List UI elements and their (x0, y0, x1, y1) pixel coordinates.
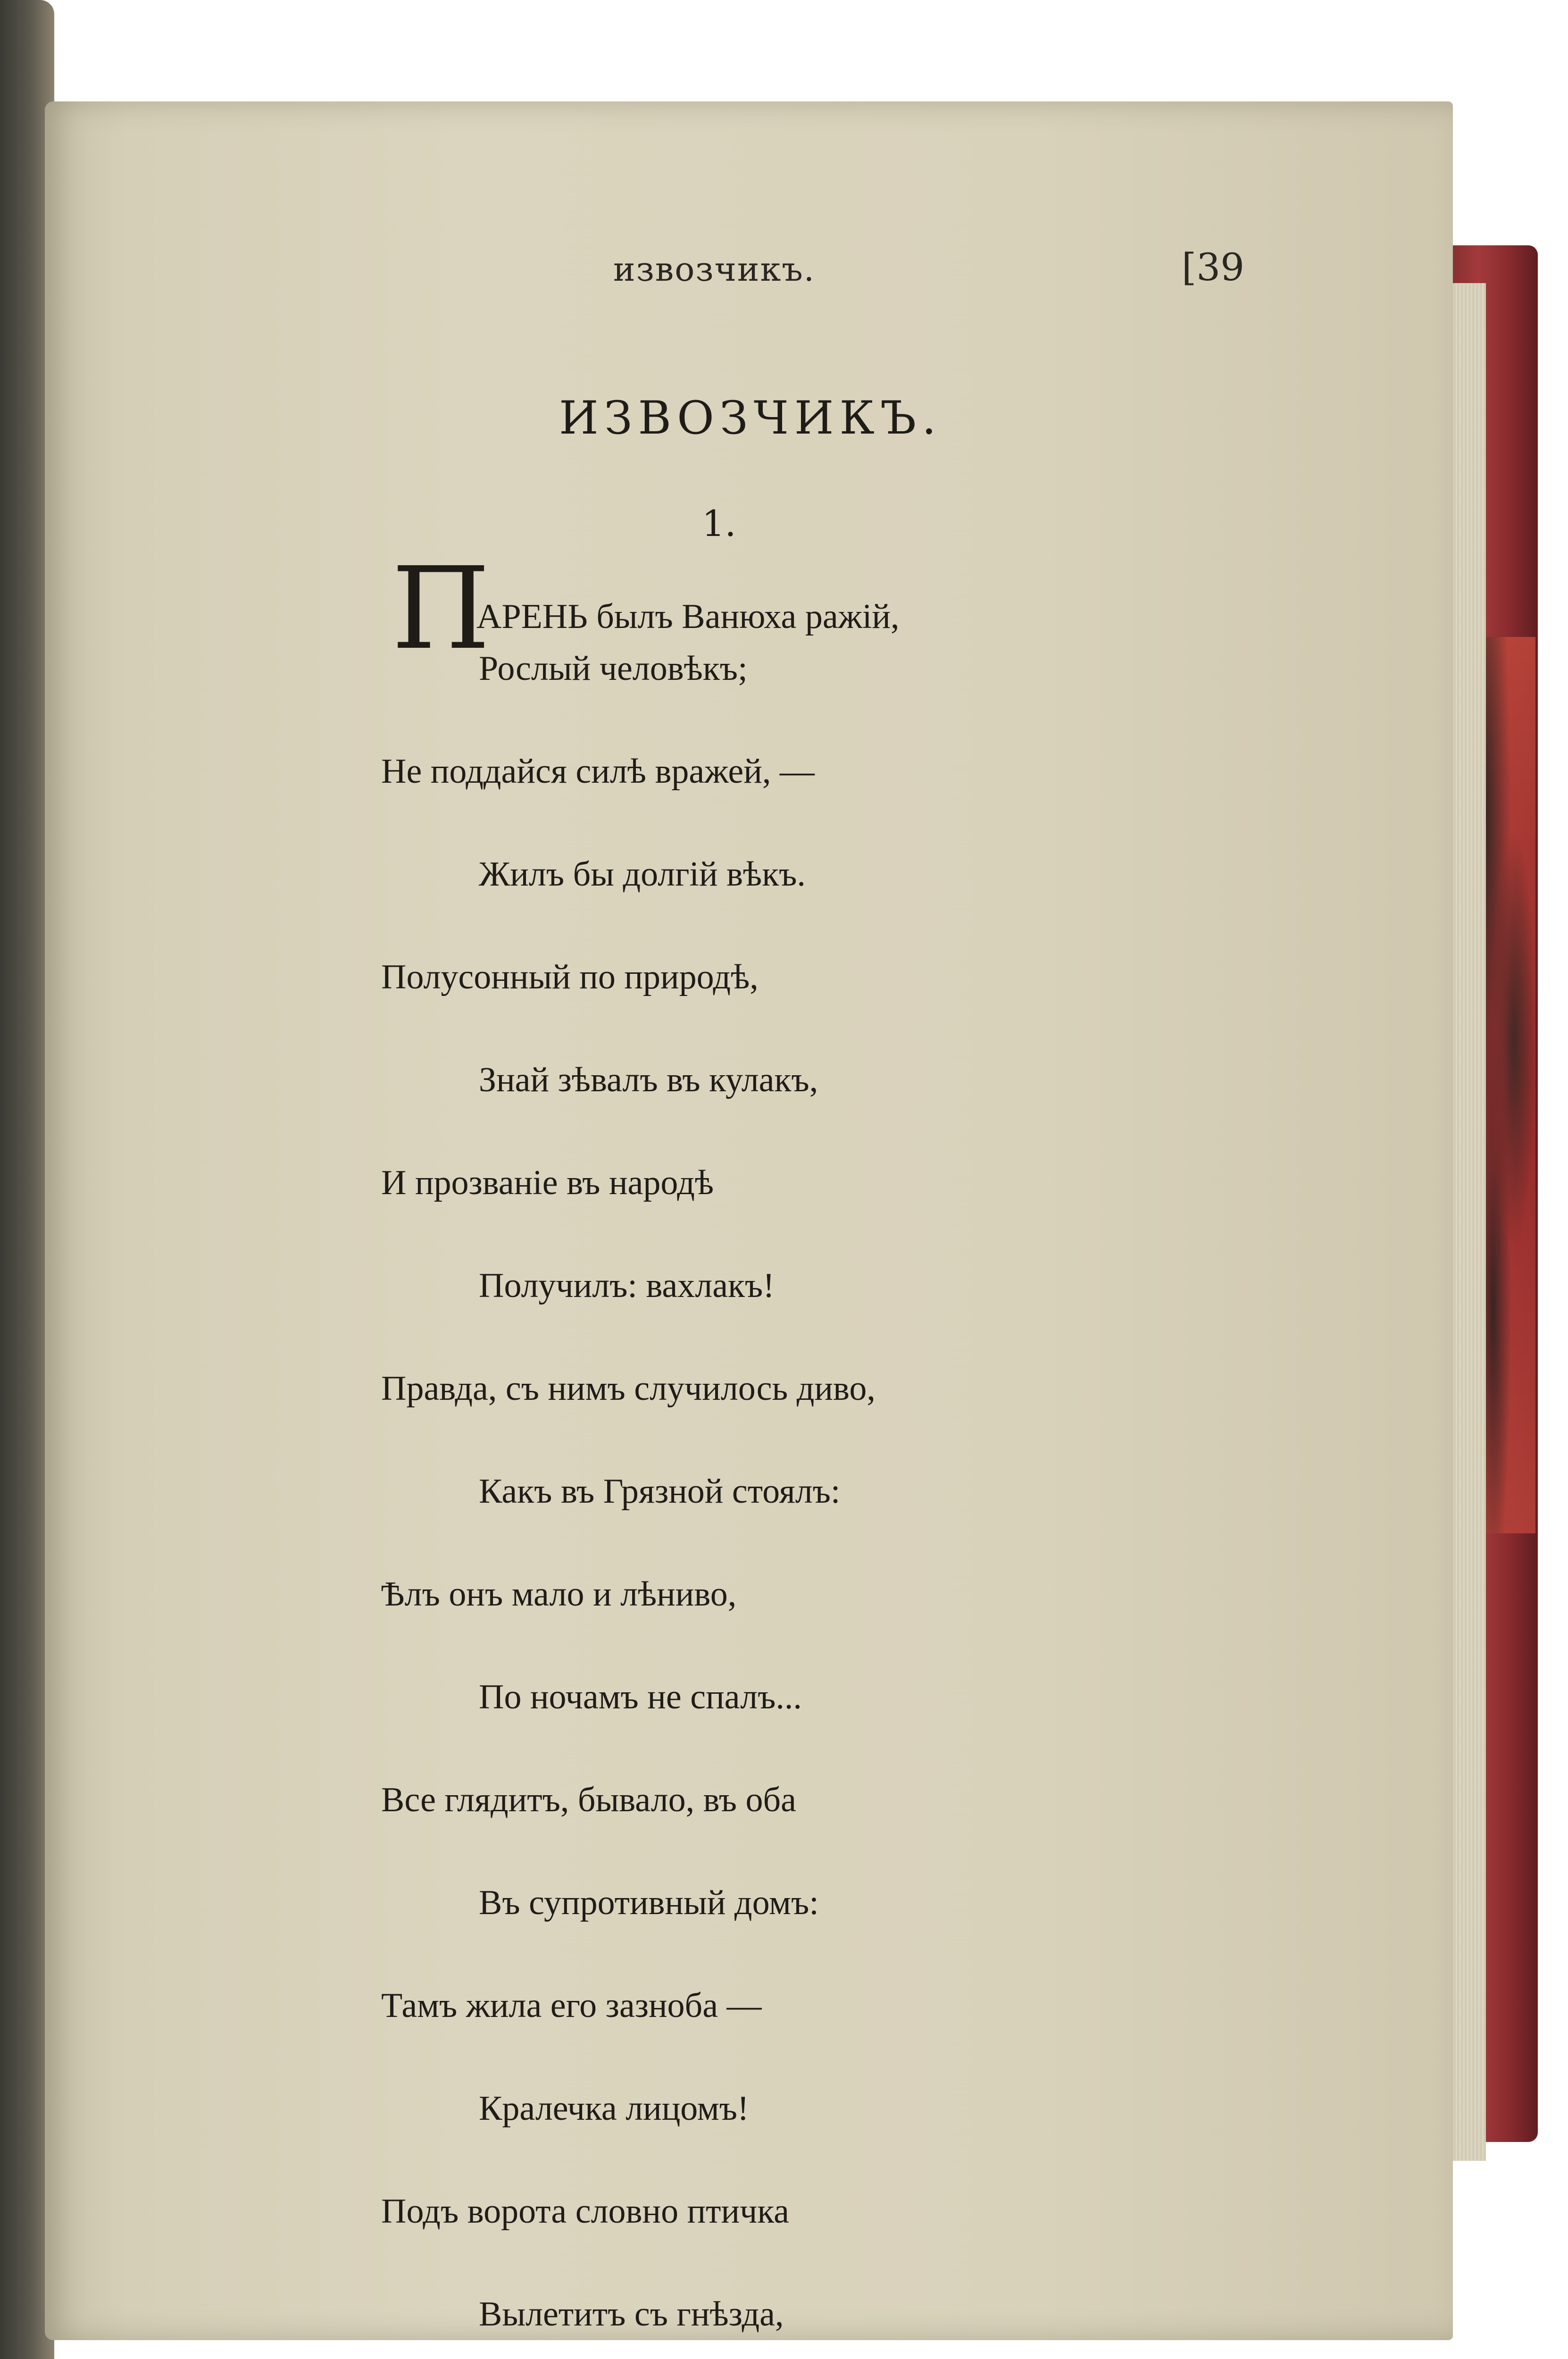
poem-line: И прозванiе въ народѣ (381, 1163, 714, 1202)
poem-line: Все глядитъ, бывало, въ оба (381, 1781, 796, 1819)
drop-cap: П (392, 543, 491, 675)
poem-line: Вылетитъ съ гнѣзда, (479, 2295, 784, 2334)
part-number: 1. (702, 502, 736, 544)
poem-line: Тамъ жила его зазноба — (381, 1986, 762, 2025)
poem-line: Ѣлъ онъ мало и лѣниво, (381, 1575, 737, 1614)
poem-line: Рослый человѣкъ; (479, 649, 748, 688)
poem-line: Получилъ: вахлакъ! (479, 1266, 775, 1305)
poem-line: Полусонный по природѣ, (381, 958, 759, 996)
poem-line: Жилъ бы долгiй вѣкъ. (479, 855, 806, 894)
poem-line: Правда, съ нимъ случилось диво, (381, 1369, 876, 1408)
poem-line: Кралечка лицомъ! (479, 2089, 749, 2128)
page-number: [39 (1182, 245, 1245, 289)
poem-line: Въ супротивный домъ: (479, 1883, 819, 1922)
poem-line: Подъ ворота словно птичка (381, 2192, 790, 2231)
poem-line: По ночамъ не спалъ... (479, 1678, 802, 1716)
poem-line: Не поддайся силѣ вражей, — (381, 752, 815, 791)
running-title: извозчикъ. (613, 250, 816, 289)
poem-line: АРЕНЬ былъ Ванюха ражiй, (476, 597, 900, 636)
poem-title: ИЗВОЗЧИКЪ. (559, 392, 942, 444)
poem-line: Какъ въ Грязной стоялъ: (479, 1472, 841, 1511)
poem-line: Знай зѣвалъ въ кулакъ, (479, 1061, 818, 1099)
